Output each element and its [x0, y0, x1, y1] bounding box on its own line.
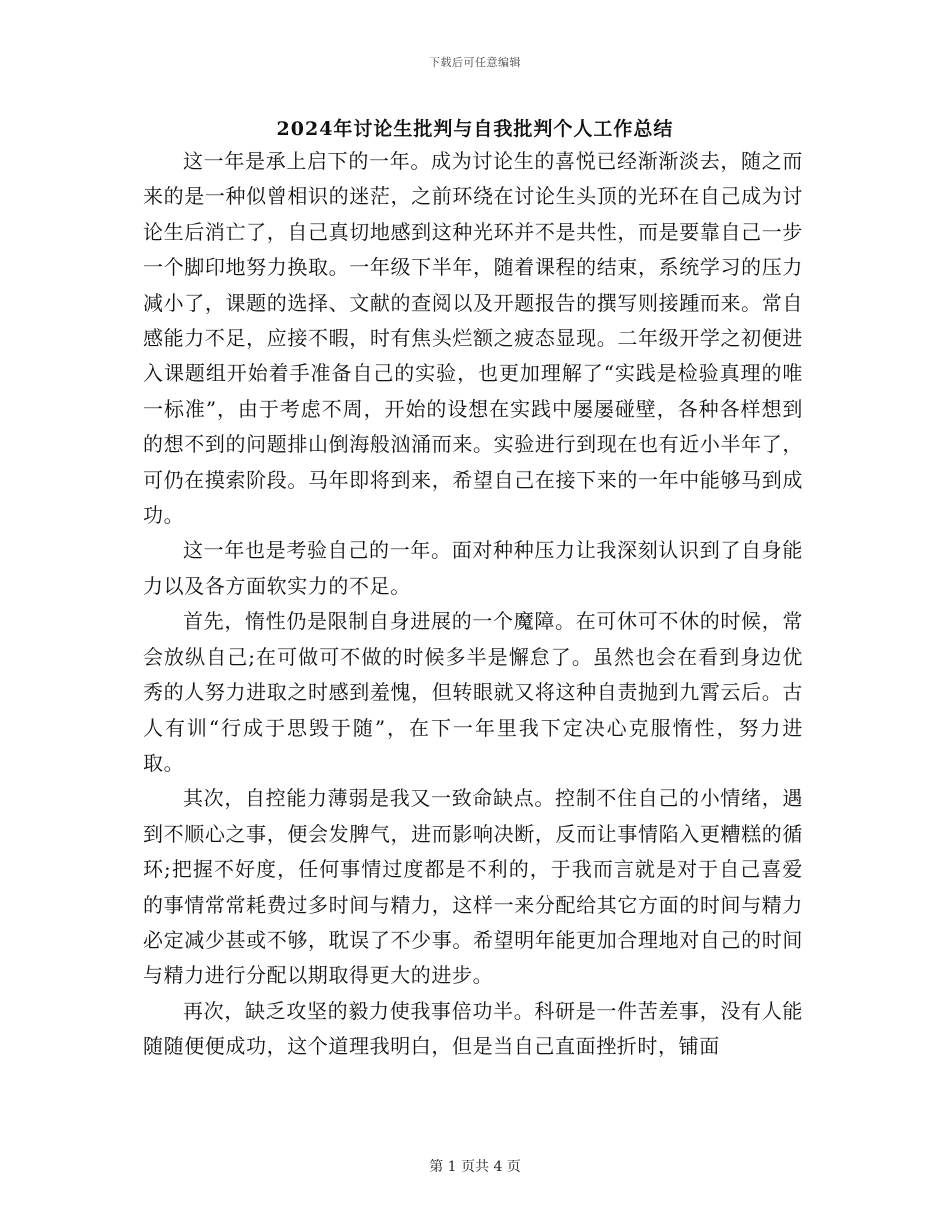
document-title: 2024年讨论生批判与自我批判个人工作总结 [276, 118, 674, 140]
paragraph: 首先，惰性仍是限制自身进展的一个魔障。在可休可不休的时候，常会放纵自己;在可做可不做的时候多半是懈怠了。虽然也会在看到身边优秀的人努力进取之时感到羞愧，但转眼就又将这种自责抛到九霄云后。古人有训“行成于思毁于随”，在下一年里我下定决心克服惰性，努力进取。 [143, 609, 803, 775]
header-note: 下载后可任意编辑 [429, 56, 521, 69]
page-number: 第 1 页共 4 页 [429, 1159, 521, 1175]
paragraph: 这一年是承上启下的一年。成为讨论生的喜悦已经渐渐淡去，随之而来的是一种似曾相识的迷茫，之前环绕在讨论生头顶的光环在自己成为讨论生后消亡了，自己真切地感到这种光环并不是共性，而是要靠自己一步一个脚印地努力换取。一年级下半年，随着课程的结束，系统学习的压力减小了，课题的选择、文献的查阅以及开题报告的撰写则接踵而来。常自感能力不足，应接不暇，时有焦头烂额之疲态显现。二年级开学之初便进入课题组开始着手准备自己的实验，也更加理解了“实践是检验真理的唯一标准”，由于考虑不周，开始的设想在实践中屡屡碰壁，各种各样想到的想不到的问题排山倒海般汹涌而来。实验进行到现在也有近小半年了，可仍在摸索阶段。马年即将到来，希望自己在接下来的一年中能够马到成功。 [143, 149, 803, 528]
paragraph: 再次，缺乏攻坚的毅力使我事倍功半。科研是一件苦差事，没有人能随随便便成功，这个道理我明白，但是当自己直面挫折时，铺面 [143, 998, 803, 1059]
document-body [143, 144, 803, 1065]
paragraph: 其次，自控能力薄弱是我又一致命缺点。控制不住自己的小情绪，遇到不顺心之事，便会发脾气，进而影响决断，反而让事情陷入更糟糕的循环;把握不好度，任何事情过度都是不利的，于我而言就是对于自己喜爱的事情常常耗费过多时间与精力，这样一来分配给其它方面的时间与精力必定减少甚或不够，耽误了不少事。希望明年能更加合理地对自己的时间与精力进行分配以期取得更大的进步。 [143, 786, 803, 988]
paragraph: 这一年也是考验自己的一年。面对种种压力让我深刻认识到了自身能力以及各方面软实力的不足。 [143, 538, 803, 598]
